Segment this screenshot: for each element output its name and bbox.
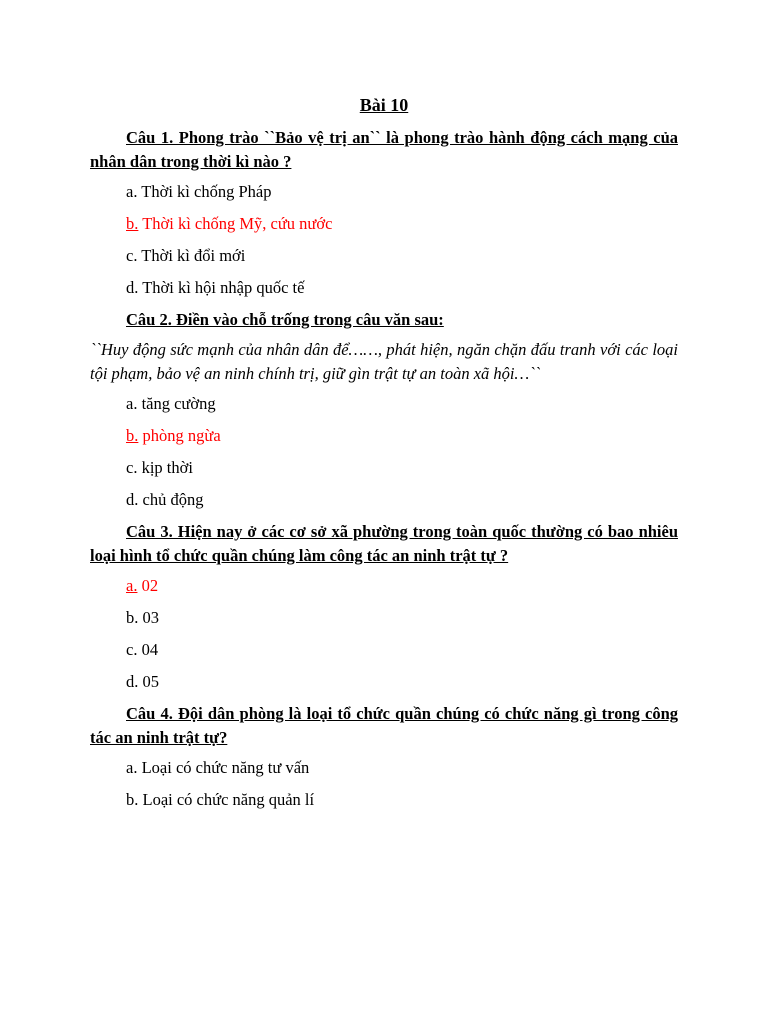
- question-2-text: Câu 2. Điền vào chỗ trống trong câu văn sau:: [126, 310, 444, 329]
- question-2-answer-c: [126, 456, 678, 480]
- question-3-answer-d: [126, 670, 678, 694]
- question-4-answer-a: [126, 756, 678, 780]
- answer-prefix: a.: [126, 182, 138, 201]
- answer-prefix: d.: [126, 672, 139, 691]
- question-2-answer-b: [126, 424, 678, 448]
- question-block-2: [90, 308, 678, 512]
- question-block-1: [90, 126, 678, 300]
- answer-text: Thời kì chống Mỹ, cứu nước: [138, 214, 333, 233]
- answer-text: kịp thời: [137, 458, 193, 477]
- question-3-answer-c: [126, 638, 678, 662]
- answer-prefix: c.: [126, 246, 138, 265]
- answer-text: Thời kì đổi mới: [137, 246, 246, 265]
- answer-prefix: b.: [126, 790, 139, 809]
- answer-text: 05: [138, 672, 159, 691]
- question-block-4: [90, 702, 678, 812]
- answer-text: chủ động: [138, 490, 204, 509]
- answer-prefix: d.: [126, 278, 139, 297]
- answer-text: Thời kì hội nhập quốc tế: [138, 278, 305, 297]
- answer-text: 03: [138, 608, 159, 627]
- question-1-answer-b: [126, 212, 678, 236]
- answer-prefix: b.: [126, 214, 139, 233]
- question-3-answer-b: [126, 606, 678, 630]
- document-page: [90, 92, 678, 820]
- question-block-3: [90, 520, 678, 694]
- answer-text: Loại có chức năng quản lí: [138, 790, 315, 809]
- answer-text: Thời kì chống Pháp: [137, 182, 272, 201]
- question-3-answer-a: [126, 574, 678, 598]
- question-1-text: Câu 1. Phong trào ``Bảo vệ trị an`` là phong trào hành động cách mạng của nhân dân trong thời kì nào ?: [90, 128, 678, 171]
- answer-text: 04: [137, 640, 159, 659]
- question-2-answer-d: [126, 488, 678, 512]
- answer-prefix: b.: [126, 426, 139, 445]
- answer-prefix: b.: [126, 608, 139, 627]
- answer-prefix: c.: [126, 640, 138, 659]
- question-1-answer-a: [126, 180, 678, 204]
- answer-text: 02: [137, 576, 159, 595]
- question-2-answer-a: [126, 392, 678, 416]
- question-3-text: Câu 3. Hiện nay ở các cơ sở xã phường trong toàn quốc thường có bao nhiêu loại hình tổ chức quần chúng làm công tác an ninh trật tự ?: [90, 522, 678, 565]
- answer-text: Loại có chức năng tư vấn: [137, 758, 310, 777]
- question-4-text: Câu 4. Đội dân phòng là loại tổ chức quần chúng có chức năng gì trong công tác an ninh trật tự?: [90, 704, 678, 747]
- answer-prefix: a.: [126, 758, 138, 777]
- answer-text: tăng cường: [137, 394, 216, 413]
- answer-text: phòng ngừa: [138, 426, 221, 445]
- page-title: Bài 10: [359, 95, 409, 115]
- question-4-answer-b: [126, 788, 678, 812]
- answer-prefix: a.: [126, 394, 138, 413]
- answer-prefix: d.: [126, 490, 139, 509]
- answer-prefix: c.: [126, 458, 138, 477]
- question-1-answer-c: [126, 244, 678, 268]
- answer-prefix: a.: [126, 576, 138, 595]
- question-2-passage: ``Huy động sức mạnh của nhân dân để……, phát hiện, ngăn chặn đấu tranh với các loại tội phạm, bảo vệ an ninh chính trị, giữ gìn trật tự an toàn xã hội…``: [90, 340, 678, 383]
- question-1-answer-d: [126, 276, 678, 300]
